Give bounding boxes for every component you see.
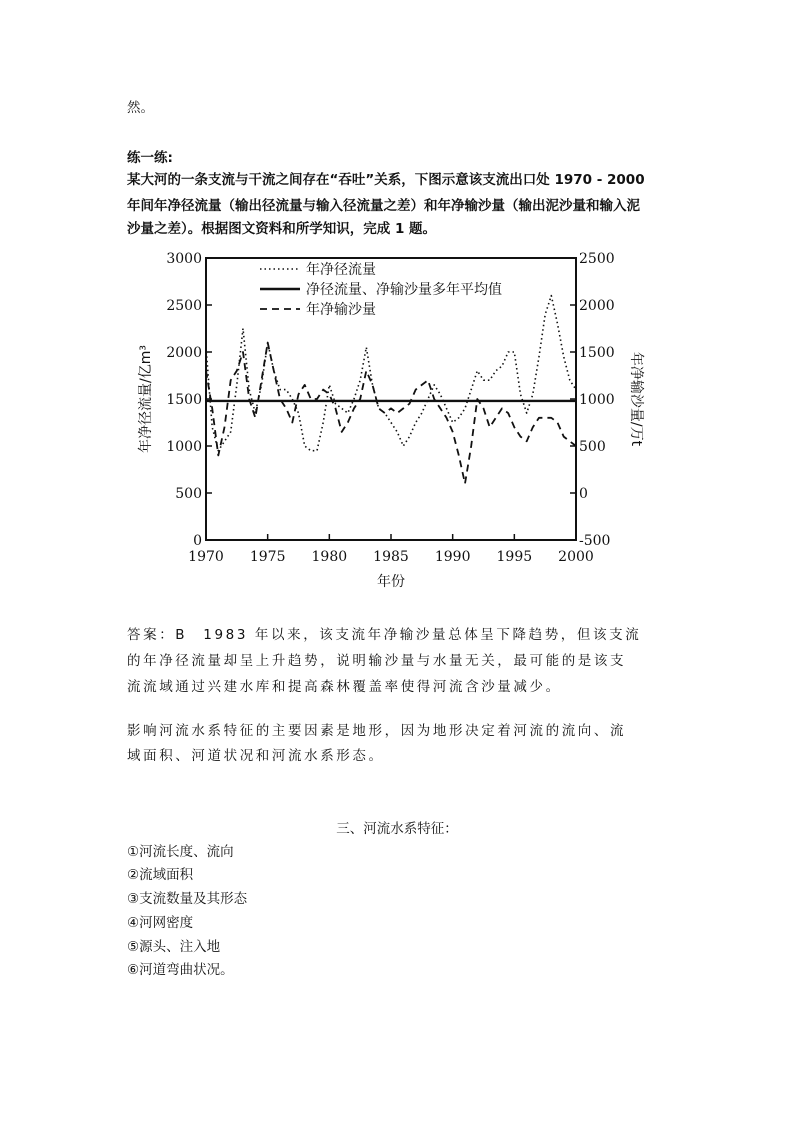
left-tick-label-4: 2000 — [166, 345, 202, 361]
legend-label-runoff: 年净径流量 — [306, 262, 376, 278]
top-fragment: 然。 — [127, 100, 154, 116]
factor-line-1: 影响河流水系特征的主要因素是地形，因为地形决定着河流的流向、流 — [127, 723, 627, 739]
exercise-heading: 练一练: — [127, 150, 173, 166]
chart-legend — [260, 261, 502, 318]
right-tick-label-1: 0 — [579, 486, 588, 502]
series-sediment-line — [206, 343, 576, 484]
y-axis-label-right: 年净输沙量/万t — [628, 351, 644, 447]
x-tick-label-5: 1995 — [496, 549, 533, 565]
left-tick-label-5: 2500 — [166, 298, 202, 314]
series-runoff-line — [206, 296, 576, 451]
list-item-1: ①河流长度、流向 — [127, 844, 234, 860]
x-axis-label: 年份 — [377, 574, 405, 590]
right-tick-label-5: 2000 — [579, 298, 615, 314]
right-tick-label-3: 1000 — [579, 392, 615, 408]
x-tick-label-6: 2000 — [558, 549, 594, 565]
x-tick-label-2: 1980 — [311, 549, 348, 565]
right-tick-label-2: 500 — [579, 439, 606, 455]
runoff-sediment-chart — [120, 244, 644, 594]
x-axis-ticks — [188, 534, 594, 565]
section-title: 三、河流水系特征： — [336, 821, 458, 837]
answer-line-3: 流流域通过兴建水库和提高森林覆盖率使得河流含沙量减少。 — [127, 679, 562, 695]
left-tick-label-0: 0 — [193, 533, 202, 549]
legend-label-sediment: 年净输沙量 — [306, 302, 376, 318]
legend-label-mean: 净径流量、净输沙量多年平均值 — [306, 282, 502, 298]
chart-axes — [206, 258, 576, 540]
x-tick-label-1: 1975 — [249, 549, 286, 565]
factor-line-2: 域面积、河道状况和河流水系形态。 — [127, 748, 385, 764]
intro-line-1: 某大河的一条支流与干流之间存在“吞吐”关系，下图示意该支流出口处 1970 - 2000 — [127, 172, 645, 188]
x-tick-label-3: 1985 — [373, 549, 409, 565]
right-tick-label-0: -500 — [579, 533, 611, 549]
list-item-4: ④河网密度 — [127, 915, 194, 931]
list-item-2: ②流域面积 — [127, 867, 194, 883]
left-tick-label-6: 3000 — [166, 251, 202, 267]
x-tick-label-0: 1970 — [188, 549, 224, 565]
intro-line-2: 年间年净径流量（输出径流量与输入径流量之差）和年净输沙量（输出泥沙量和输入泥 — [127, 198, 640, 214]
list-item-6: ⑥河道弯曲状况。 — [127, 962, 234, 978]
left-tick-label-2: 1000 — [166, 439, 202, 455]
plot-frame — [206, 258, 576, 540]
list-item-5: ⑤源头、注入地 — [127, 939, 221, 955]
answer-line-1: 答案：B 1983 年以来，该支流年净输沙量总体呈下降趋势，但该支流 — [127, 627, 642, 643]
x-tick-label-4: 1990 — [434, 549, 471, 565]
answer-line-2: 的年净径流量却呈上升趋势，说明输沙量与水量无关，最可能的是该支 — [127, 653, 627, 669]
right-tick-label-4: 1500 — [579, 345, 615, 361]
chart-series — [206, 296, 576, 484]
list-item-3: ③支流数量及其形态 — [127, 891, 248, 907]
intro-line-3: 沙量之差）。根据图文资料和所学知识，完成 1 题。 — [127, 221, 437, 237]
right-tick-label-6: 2500 — [579, 251, 615, 267]
left-tick-label-1: 500 — [175, 486, 202, 502]
left-tick-label-3: 1500 — [166, 392, 202, 408]
y-axis-label-left: 年净径流量/亿m³ — [138, 345, 154, 453]
